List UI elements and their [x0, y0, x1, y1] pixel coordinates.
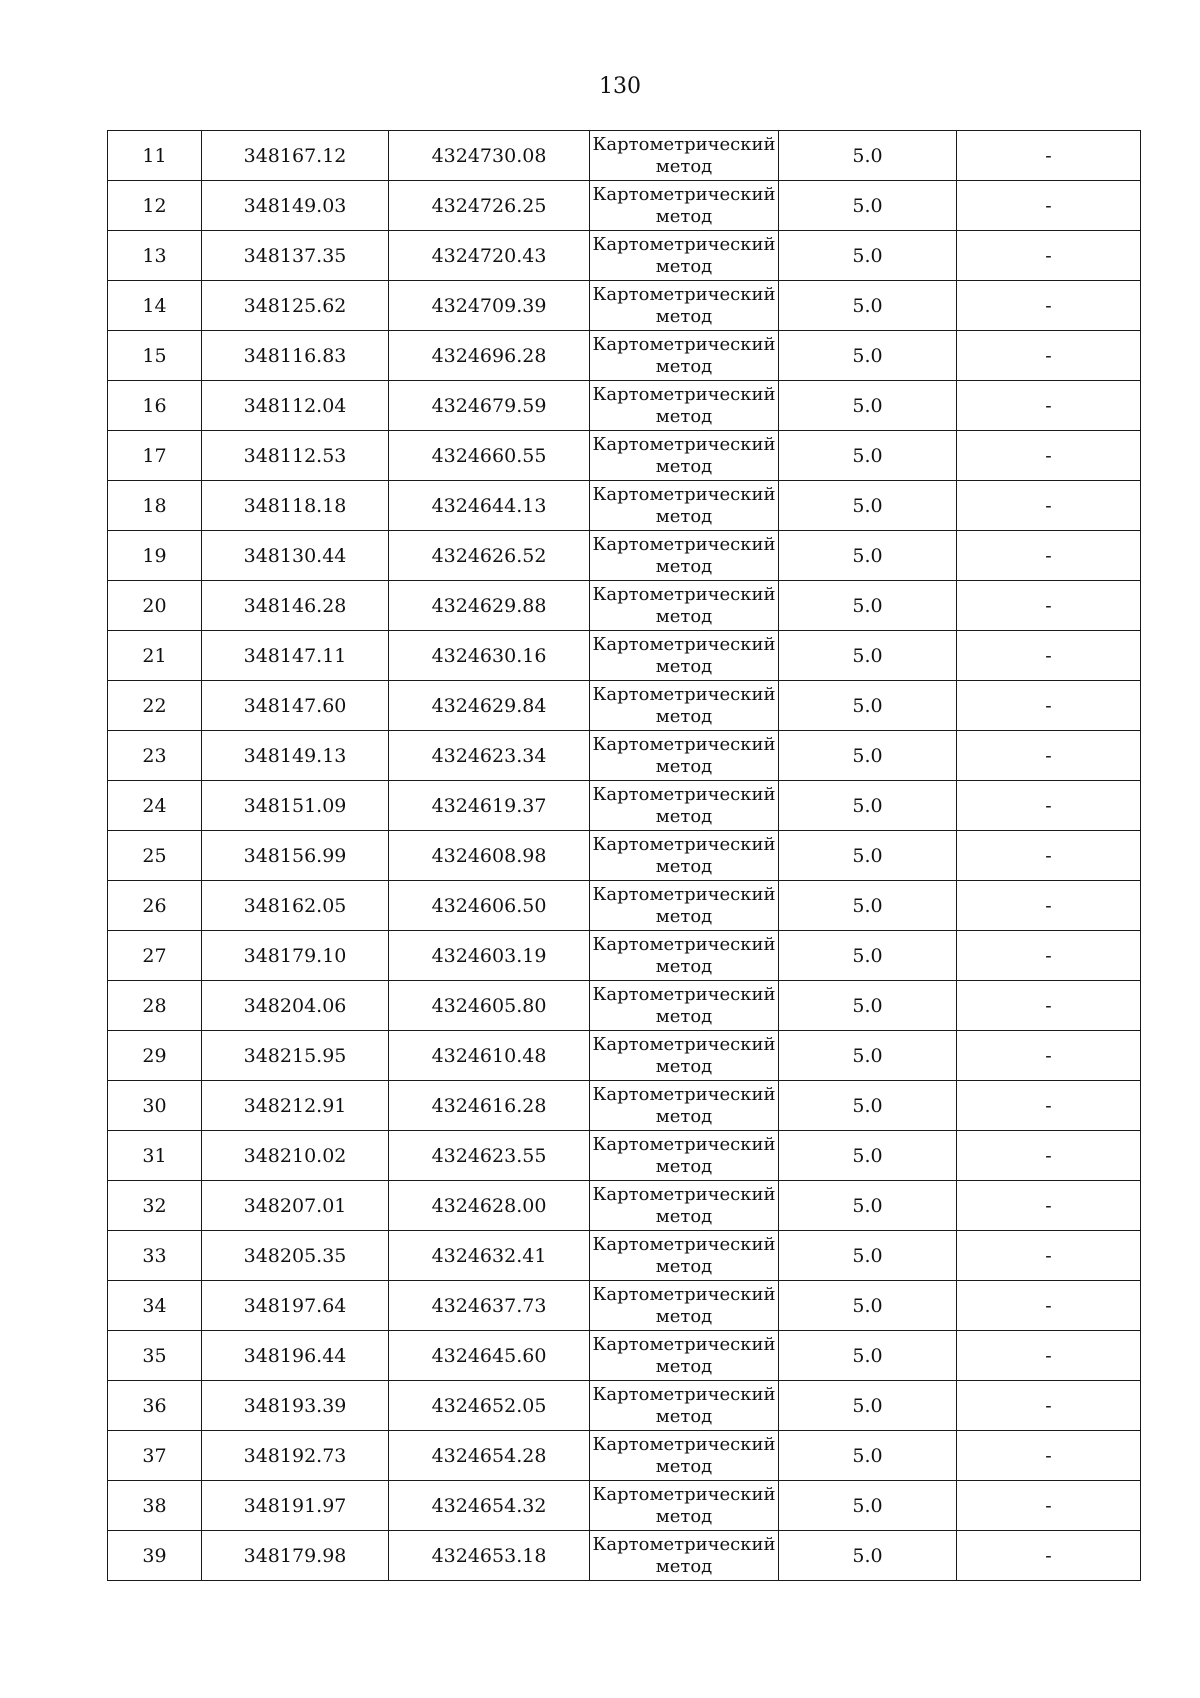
method-line-1: Картометрический — [592, 434, 776, 455]
x-coordinate-cell: 348125.62 — [202, 281, 389, 331]
table-row — [108, 1181, 1141, 1231]
method-line-2: метод — [655, 1056, 713, 1077]
precision-cell: 5.0 — [779, 1331, 957, 1381]
precision-cell: 5.0 — [779, 1231, 957, 1281]
table-row — [108, 281, 1141, 331]
method-line-1: Картометрический — [592, 1134, 776, 1155]
method-line-1: Картометрический — [592, 984, 776, 1005]
point-number-cell: 30 — [108, 1081, 202, 1131]
note-cell: - — [957, 131, 1141, 181]
y-coordinate-cell: 4324606.50 — [389, 881, 590, 931]
method-line-1: Картометрический — [592, 884, 776, 905]
method-cell — [590, 1431, 779, 1481]
x-coordinate-cell: 348116.83 — [202, 331, 389, 381]
precision-cell: 5.0 — [779, 1531, 957, 1581]
point-number-cell: 19 — [108, 531, 202, 581]
note-cell: - — [957, 1181, 1141, 1231]
method-line-1: Картометрический — [592, 534, 776, 555]
table-row — [108, 531, 1141, 581]
x-coordinate-cell: 348210.02 — [202, 1131, 389, 1181]
method-cell — [590, 481, 779, 531]
method-line-2: метод — [655, 1506, 713, 1527]
method-line-2: метод — [655, 506, 713, 527]
note-cell: - — [957, 1381, 1141, 1431]
point-number-cell: 25 — [108, 831, 202, 881]
point-number-cell: 17 — [108, 431, 202, 481]
point-number-cell: 14 — [108, 281, 202, 331]
note-cell: - — [957, 581, 1141, 631]
method-line-1: Картометрический — [592, 1384, 776, 1405]
point-number-cell: 15 — [108, 331, 202, 381]
method-cell — [590, 981, 779, 1031]
x-coordinate-cell: 348179.10 — [202, 931, 389, 981]
y-coordinate-cell: 4324623.55 — [389, 1131, 590, 1181]
point-number-cell: 39 — [108, 1531, 202, 1581]
precision-cell: 5.0 — [779, 281, 957, 331]
precision-cell: 5.0 — [779, 431, 957, 481]
precision-cell: 5.0 — [779, 531, 957, 581]
precision-cell: 5.0 — [779, 1431, 957, 1481]
method-cell — [590, 781, 779, 831]
table-row — [108, 581, 1141, 631]
precision-cell: 5.0 — [779, 331, 957, 381]
table-row — [108, 681, 1141, 731]
note-cell: - — [957, 631, 1141, 681]
note-cell: - — [957, 681, 1141, 731]
method-cell — [590, 1131, 779, 1181]
precision-cell: 5.0 — [779, 1131, 957, 1181]
table-row — [108, 431, 1141, 481]
precision-cell: 5.0 — [779, 831, 957, 881]
method-line-2: метод — [655, 156, 713, 177]
method-line-2: метод — [655, 206, 713, 227]
y-coordinate-cell: 4324645.60 — [389, 1331, 590, 1381]
x-coordinate-cell: 348112.53 — [202, 431, 389, 481]
y-coordinate-cell: 4324644.13 — [389, 481, 590, 531]
point-number-cell: 34 — [108, 1281, 202, 1331]
note-cell: - — [957, 281, 1141, 331]
table-row — [108, 481, 1141, 531]
method-line-2: метод — [655, 1356, 713, 1377]
method-line-1: Картометрический — [592, 784, 776, 805]
method-line-2: метод — [655, 806, 713, 827]
method-cell — [590, 1031, 779, 1081]
y-coordinate-cell: 4324654.28 — [389, 1431, 590, 1481]
x-coordinate-cell: 348191.97 — [202, 1481, 389, 1531]
method-cell — [590, 731, 779, 781]
x-coordinate-cell: 348192.73 — [202, 1431, 389, 1481]
method-cell — [590, 1381, 779, 1431]
point-number-cell: 33 — [108, 1231, 202, 1281]
method-cell — [590, 181, 779, 231]
method-line-1: Картометрический — [592, 1284, 776, 1305]
table-row — [108, 181, 1141, 231]
method-cell — [590, 231, 779, 281]
x-coordinate-cell: 348130.44 — [202, 531, 389, 581]
note-cell: - — [957, 1131, 1141, 1181]
x-coordinate-cell: 348215.95 — [202, 1031, 389, 1081]
method-cell — [590, 1181, 779, 1231]
y-coordinate-cell: 4324630.16 — [389, 631, 590, 681]
method-line-1: Картометрический — [592, 1084, 776, 1105]
method-line-2: метод — [655, 706, 713, 727]
method-line-1: Картометрический — [592, 1484, 776, 1505]
x-coordinate-cell: 348151.09 — [202, 781, 389, 831]
table-row — [108, 331, 1141, 381]
precision-cell: 5.0 — [779, 981, 957, 1031]
method-line-1: Картометрический — [592, 584, 776, 605]
note-cell: - — [957, 1281, 1141, 1331]
y-coordinate-cell: 4324629.84 — [389, 681, 590, 731]
note-cell: - — [957, 1081, 1141, 1131]
x-coordinate-cell: 348197.64 — [202, 1281, 389, 1331]
precision-cell: 5.0 — [779, 1031, 957, 1081]
table-row — [108, 931, 1141, 981]
method-line-2: метод — [655, 856, 713, 877]
method-line-1: Картометрический — [592, 184, 776, 205]
point-number-cell: 20 — [108, 581, 202, 631]
table-row — [108, 1481, 1141, 1531]
method-line-1: Картометрический — [592, 134, 776, 155]
table-row — [108, 1531, 1141, 1581]
method-line-2: метод — [655, 1306, 713, 1327]
y-coordinate-cell: 4324696.28 — [389, 331, 590, 381]
point-number-cell: 28 — [108, 981, 202, 1031]
method-cell — [590, 431, 779, 481]
y-coordinate-cell: 4324605.80 — [389, 981, 590, 1031]
y-coordinate-cell: 4324720.43 — [389, 231, 590, 281]
method-line-2: метод — [655, 1556, 713, 1577]
y-coordinate-cell: 4324619.37 — [389, 781, 590, 831]
x-coordinate-cell: 348179.98 — [202, 1531, 389, 1581]
x-coordinate-cell: 348112.04 — [202, 381, 389, 431]
x-coordinate-cell: 348118.18 — [202, 481, 389, 531]
y-coordinate-cell: 4324637.73 — [389, 1281, 590, 1331]
precision-cell: 5.0 — [779, 131, 957, 181]
x-coordinate-cell: 348196.44 — [202, 1331, 389, 1381]
note-cell: - — [957, 1531, 1141, 1581]
method-line-2: метод — [655, 1206, 713, 1227]
precision-cell: 5.0 — [779, 681, 957, 731]
note-cell: - — [957, 531, 1141, 581]
point-number-cell: 18 — [108, 481, 202, 531]
x-coordinate-cell: 348147.11 — [202, 631, 389, 681]
table-row — [108, 1231, 1141, 1281]
x-coordinate-cell: 348204.06 — [202, 981, 389, 1031]
precision-cell: 5.0 — [779, 481, 957, 531]
method-cell — [590, 1531, 779, 1581]
note-cell: - — [957, 881, 1141, 931]
method-line-1: Картометрический — [592, 1184, 776, 1205]
method-cell — [590, 931, 779, 981]
table-row — [108, 1281, 1141, 1331]
method-line-1: Картометрический — [592, 284, 776, 305]
method-line-2: метод — [655, 1456, 713, 1477]
y-coordinate-cell: 4324679.59 — [389, 381, 590, 431]
x-coordinate-cell: 348212.91 — [202, 1081, 389, 1131]
method-line-2: метод — [655, 1406, 713, 1427]
precision-cell: 5.0 — [779, 731, 957, 781]
y-coordinate-cell: 4324632.41 — [389, 1231, 590, 1281]
method-line-1: Картометрический — [592, 234, 776, 255]
x-coordinate-cell: 348167.12 — [202, 131, 389, 181]
point-number-cell: 27 — [108, 931, 202, 981]
method-line-2: метод — [655, 756, 713, 777]
method-line-2: метод — [655, 406, 713, 427]
table-row — [108, 1381, 1141, 1431]
note-cell: - — [957, 731, 1141, 781]
note-cell: - — [957, 831, 1141, 881]
method-cell — [590, 1331, 779, 1381]
y-coordinate-cell: 4324629.88 — [389, 581, 590, 631]
table-row — [108, 881, 1141, 931]
table-row — [108, 231, 1141, 281]
method-cell — [590, 831, 779, 881]
y-coordinate-cell: 4324726.25 — [389, 181, 590, 231]
method-line-2: метод — [655, 456, 713, 477]
method-line-2: метод — [655, 256, 713, 277]
table-row — [108, 731, 1141, 781]
x-coordinate-cell: 348146.28 — [202, 581, 389, 631]
note-cell: - — [957, 931, 1141, 981]
method-line-1: Картометрический — [592, 384, 776, 405]
method-cell — [590, 681, 779, 731]
x-coordinate-cell: 348207.01 — [202, 1181, 389, 1231]
y-coordinate-cell: 4324652.05 — [389, 1381, 590, 1431]
method-cell — [590, 131, 779, 181]
x-coordinate-cell: 348137.35 — [202, 231, 389, 281]
method-cell — [590, 1281, 779, 1331]
precision-cell: 5.0 — [779, 1481, 957, 1531]
point-number-cell: 35 — [108, 1331, 202, 1381]
point-number-cell: 16 — [108, 381, 202, 431]
method-line-1: Картометрический — [592, 734, 776, 755]
method-line-2: метод — [655, 1156, 713, 1177]
table-row — [108, 781, 1141, 831]
method-line-2: метод — [655, 1106, 713, 1127]
note-cell: - — [957, 231, 1141, 281]
note-cell: - — [957, 381, 1141, 431]
method-line-1: Картометрический — [592, 1434, 776, 1455]
y-coordinate-cell: 4324623.34 — [389, 731, 590, 781]
y-coordinate-cell: 4324628.00 — [389, 1181, 590, 1231]
y-coordinate-cell: 4324709.39 — [389, 281, 590, 331]
point-number-cell: 24 — [108, 781, 202, 831]
method-cell — [590, 331, 779, 381]
method-line-2: метод — [655, 606, 713, 627]
point-number-cell: 23 — [108, 731, 202, 781]
precision-cell: 5.0 — [779, 381, 957, 431]
method-line-2: метод — [655, 1256, 713, 1277]
precision-cell: 5.0 — [779, 1281, 957, 1331]
table-row — [108, 981, 1141, 1031]
point-number-cell: 31 — [108, 1131, 202, 1181]
note-cell: - — [957, 431, 1141, 481]
precision-cell: 5.0 — [779, 1081, 957, 1131]
coordinates-table-body — [108, 131, 1141, 1581]
x-coordinate-cell: 348149.13 — [202, 731, 389, 781]
table-row — [108, 1131, 1141, 1181]
method-line-1: Картометрический — [592, 934, 776, 955]
x-coordinate-cell: 348193.39 — [202, 1381, 389, 1431]
point-number-cell: 36 — [108, 1381, 202, 1431]
y-coordinate-cell: 4324603.19 — [389, 931, 590, 981]
method-cell — [590, 631, 779, 681]
y-coordinate-cell: 4324730.08 — [389, 131, 590, 181]
method-cell — [590, 531, 779, 581]
note-cell: - — [957, 781, 1141, 831]
point-number-cell: 12 — [108, 181, 202, 231]
method-cell — [590, 881, 779, 931]
point-number-cell: 11 — [108, 131, 202, 181]
y-coordinate-cell: 4324610.48 — [389, 1031, 590, 1081]
point-number-cell: 22 — [108, 681, 202, 731]
method-line-1: Картометрический — [592, 1534, 776, 1555]
point-number-cell: 32 — [108, 1181, 202, 1231]
point-number-cell: 29 — [108, 1031, 202, 1081]
method-line-1: Картометрический — [592, 634, 776, 655]
y-coordinate-cell: 4324660.55 — [389, 431, 590, 481]
table-row — [108, 1081, 1141, 1131]
precision-cell: 5.0 — [779, 181, 957, 231]
method-cell — [590, 281, 779, 331]
x-coordinate-cell: 348149.03 — [202, 181, 389, 231]
table-row — [108, 381, 1141, 431]
method-line-1: Картометрический — [592, 684, 776, 705]
y-coordinate-cell: 4324653.18 — [389, 1531, 590, 1581]
table-row — [108, 631, 1141, 681]
note-cell: - — [957, 481, 1141, 531]
precision-cell: 5.0 — [779, 581, 957, 631]
y-coordinate-cell: 4324626.52 — [389, 531, 590, 581]
note-cell: - — [957, 181, 1141, 231]
method-cell — [590, 581, 779, 631]
method-line-1: Картометрический — [592, 1034, 776, 1055]
method-cell — [590, 381, 779, 431]
precision-cell: 5.0 — [779, 881, 957, 931]
precision-cell: 5.0 — [779, 1381, 957, 1431]
coordinates-table — [107, 130, 1141, 1581]
precision-cell: 5.0 — [779, 1181, 957, 1231]
point-number-cell: 26 — [108, 881, 202, 931]
method-line-2: метод — [655, 356, 713, 377]
note-cell: - — [957, 1331, 1141, 1381]
method-line-1: Картометрический — [592, 484, 776, 505]
method-cell — [590, 1231, 779, 1281]
method-line-2: метод — [655, 656, 713, 677]
page-number: 130 — [599, 74, 641, 99]
x-coordinate-cell: 348205.35 — [202, 1231, 389, 1281]
table-row — [108, 1331, 1141, 1381]
y-coordinate-cell: 4324608.98 — [389, 831, 590, 881]
table-row — [108, 831, 1141, 881]
note-cell: - — [957, 981, 1141, 1031]
method-line-2: метод — [655, 306, 713, 327]
precision-cell: 5.0 — [779, 781, 957, 831]
point-number-cell: 21 — [108, 631, 202, 681]
method-line-1: Картометрический — [592, 1334, 776, 1355]
table-row — [108, 131, 1141, 181]
y-coordinate-cell: 4324616.28 — [389, 1081, 590, 1131]
method-line-1: Картометрический — [592, 334, 776, 355]
method-line-1: Картометрический — [592, 834, 776, 855]
y-coordinate-cell: 4324654.32 — [389, 1481, 590, 1531]
x-coordinate-cell: 348162.05 — [202, 881, 389, 931]
x-coordinate-cell: 348156.99 — [202, 831, 389, 881]
x-coordinate-cell: 348147.60 — [202, 681, 389, 731]
table-row — [108, 1031, 1141, 1081]
precision-cell: 5.0 — [779, 231, 957, 281]
note-cell: - — [957, 1031, 1141, 1081]
note-cell: - — [957, 1431, 1141, 1481]
note-cell: - — [957, 331, 1141, 381]
table-row — [108, 1431, 1141, 1481]
method-cell — [590, 1481, 779, 1531]
precision-cell: 5.0 — [779, 631, 957, 681]
method-line-1: Картометрический — [592, 1234, 776, 1255]
note-cell: - — [957, 1481, 1141, 1531]
method-line-2: метод — [655, 556, 713, 577]
method-line-2: метод — [655, 956, 713, 977]
method-line-2: метод — [655, 906, 713, 927]
method-cell — [590, 1081, 779, 1131]
precision-cell: 5.0 — [779, 931, 957, 981]
point-number-cell: 37 — [108, 1431, 202, 1481]
method-line-2: метод — [655, 1006, 713, 1027]
point-number-cell: 38 — [108, 1481, 202, 1531]
note-cell: - — [957, 1231, 1141, 1281]
point-number-cell: 13 — [108, 231, 202, 281]
